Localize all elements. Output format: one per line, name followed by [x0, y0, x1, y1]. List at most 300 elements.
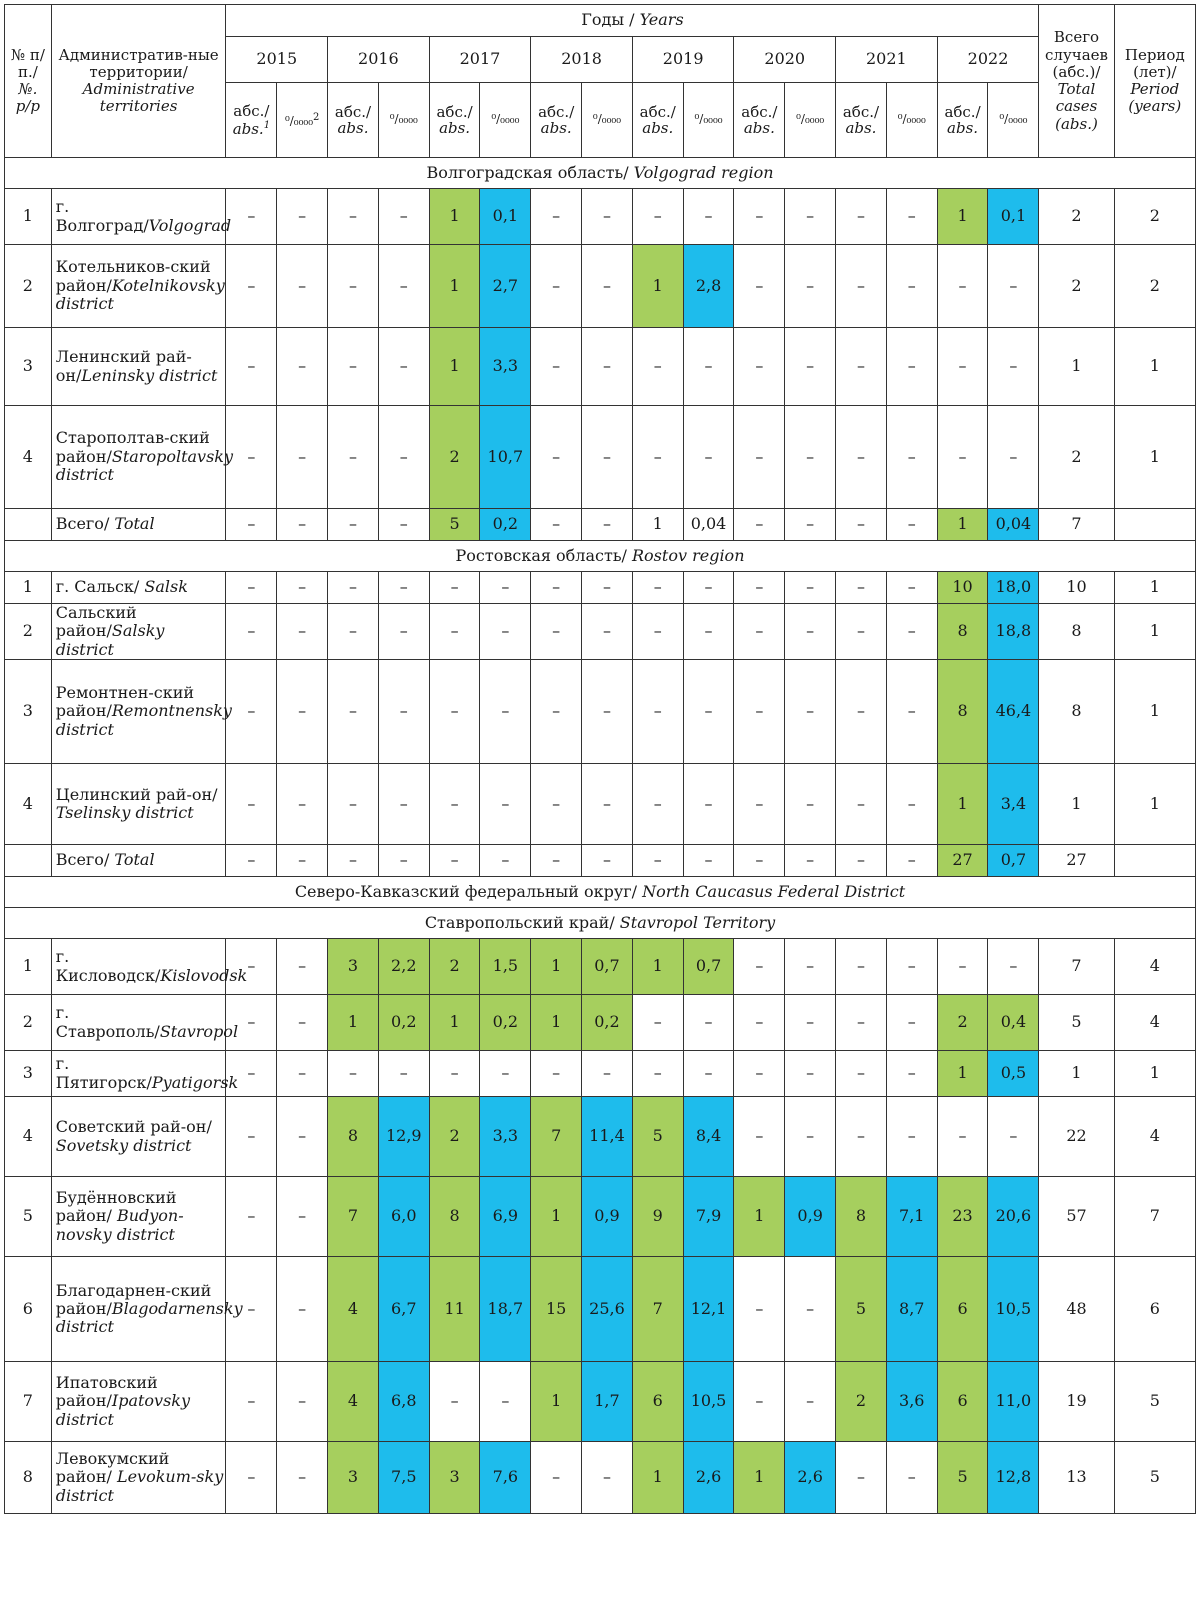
period-cell: 4	[1114, 939, 1195, 995]
total-cases-cell: 19	[1039, 1362, 1114, 1442]
rate-cell-2020: –	[785, 328, 836, 406]
abs-label-ru: абс./	[639, 102, 676, 121]
abs-cell-2015: –	[226, 939, 277, 995]
abs-cell-2022: –	[937, 1097, 988, 1177]
abs-cell-2015: –	[226, 1097, 277, 1177]
rate-cell-2021: 8,7	[886, 1257, 937, 1362]
abs-cell-2017: 5	[429, 509, 480, 541]
abs-cell-2018: –	[531, 189, 582, 245]
rate-cell-2018: –	[582, 189, 633, 245]
permille-header-2022	[988, 83, 1039, 158]
permille-label: ⁰/₀₀₀₀	[284, 113, 314, 128]
year-header-2022: 2022	[937, 37, 1039, 83]
rate-cell-2020: 0,9	[785, 1177, 836, 1257]
rate-cell-2016: 7,5	[378, 1442, 429, 1514]
abs-cell-2017: 11	[429, 1257, 480, 1362]
territory-name-en: Staropoltavsky district	[55, 446, 234, 485]
rate-cell-2022: 0,1	[988, 189, 1039, 245]
rate-cell-2017: 18,7	[480, 1257, 531, 1362]
period-cell: 7	[1114, 1177, 1195, 1257]
abs-cell-2020: –	[734, 509, 785, 541]
permille-header-2017	[480, 83, 531, 158]
row-number: 1	[5, 189, 52, 245]
rate-cell-2020: –	[785, 939, 836, 995]
rate-cell-2016: –	[378, 189, 429, 245]
rate-cell-2019: 7,9	[683, 1177, 734, 1257]
table-row	[5, 509, 1196, 541]
row-number: 4	[5, 406, 52, 509]
abs-cell-2020: –	[734, 995, 785, 1051]
rate-cell-2022: –	[988, 406, 1039, 509]
territory-name	[51, 660, 232, 764]
permille-label: ⁰/₀₀₀₀	[592, 112, 622, 127]
table-row	[5, 845, 1196, 877]
header-total-ru: Всего случаев (абс.)/	[1045, 28, 1108, 81]
permille-label: ⁰/₀₀₀₀	[897, 112, 926, 127]
rate-cell-2021: 7,1	[886, 1177, 937, 1257]
total-cases-cell: 8	[1039, 604, 1114, 660]
rate-cell-2015: –	[277, 572, 328, 604]
abs-cell-2019: –	[632, 406, 683, 509]
section-title-en: Stavropol Territory	[619, 912, 776, 932]
abs-cell-2015: –	[226, 509, 277, 541]
abs-cell-2016: 7	[328, 1177, 379, 1257]
rate-cell-2017: –	[480, 1051, 531, 1097]
total-cases-cell: 13	[1039, 1442, 1114, 1514]
abs-cell-2019: 6	[632, 1362, 683, 1442]
abs-cell-2020: –	[734, 572, 785, 604]
rate-cell-2018: 0,2	[582, 995, 633, 1051]
rate-cell-2021: –	[886, 189, 937, 245]
rate-cell-2021: –	[886, 406, 937, 509]
territory-name	[51, 406, 234, 509]
year-header-2021: 2021	[836, 37, 938, 83]
table-row	[5, 1442, 1196, 1514]
table-row	[5, 1097, 1196, 1177]
abs-cell-2017: –	[429, 1051, 480, 1097]
territory-name-en: Stavropol	[159, 1021, 239, 1041]
territory-name	[51, 1177, 226, 1257]
abs-cell-2018: –	[531, 1051, 582, 1097]
header-years-ru: Годы /	[581, 10, 640, 30]
rate-cell-2021: –	[886, 328, 937, 406]
section-title	[5, 541, 1196, 572]
abs-cell-2022: 6	[937, 1362, 988, 1442]
abs-header-2015	[226, 83, 277, 158]
section-row	[5, 908, 1196, 939]
abs-cell-2019: 1	[632, 245, 683, 328]
territory-name-en: Salsk	[144, 577, 188, 597]
permille-label: ⁰/₀₀₀₀	[694, 112, 723, 127]
abs-cell-2021: –	[836, 660, 887, 764]
rate-cell-2018: 25,6	[582, 1257, 633, 1362]
abs-label-en: abs.	[947, 119, 979, 137]
permille-header-2016	[378, 83, 429, 158]
rate-cell-2017: –	[480, 1362, 531, 1442]
rate-cell-2020: –	[785, 764, 836, 845]
abs-cell-2021: –	[836, 604, 887, 660]
table-row	[5, 1177, 1196, 1257]
territory-name-ru: Старополтав-ский район/	[55, 428, 210, 466]
abs-cell-2020: –	[734, 845, 785, 877]
abs-cell-2018: 7	[531, 1097, 582, 1177]
rate-cell-2020: –	[785, 572, 836, 604]
year-header-2015: 2015	[226, 37, 328, 83]
rate-cell-2017: 10,7	[480, 406, 531, 509]
abs-cell-2018: –	[531, 764, 582, 845]
rate-cell-2017: –	[480, 604, 531, 660]
rate-cell-2021: –	[886, 572, 937, 604]
row-number: 1	[5, 572, 52, 604]
abs-cell-2020: –	[734, 939, 785, 995]
abs-cell-2019: –	[632, 995, 683, 1051]
table-row	[5, 406, 1196, 509]
abs-cell-2015: –	[226, 995, 277, 1051]
header-years-en: Years	[639, 10, 684, 30]
rate-cell-2020: –	[785, 995, 836, 1051]
table-row	[5, 939, 1196, 995]
rate-cell-2022: 0,7	[988, 845, 1039, 877]
rate-cell-2019: 0,04	[683, 509, 734, 541]
territory-name-ru: г. Ставрополь/	[55, 1003, 160, 1041]
abs-cell-2021: –	[836, 189, 887, 245]
abs-cell-2015: –	[226, 406, 277, 509]
total-cases-cell: 22	[1039, 1097, 1114, 1177]
abs-cell-2020: 1	[734, 1177, 785, 1257]
rate-cell-2021: –	[886, 245, 937, 328]
rate-cell-2017: 7,6	[480, 1442, 531, 1514]
total-cases-cell: 57	[1039, 1177, 1114, 1257]
rate-cell-2015: –	[277, 995, 328, 1051]
permille-label: ⁰/₀₀₀₀	[491, 112, 520, 127]
abs-cell-2019: –	[632, 1051, 683, 1097]
territory-name-ru: г. Кисловодск/	[55, 947, 161, 985]
rate-cell-2016: –	[378, 406, 429, 509]
abs-cell-2019: –	[632, 660, 683, 764]
abs-cell-2020: 1	[734, 1442, 785, 1514]
abs-header-2022	[937, 83, 988, 158]
rate-cell-2017: 1,5	[480, 939, 531, 995]
abs-cell-2019: –	[632, 572, 683, 604]
abs-cell-2015: –	[226, 660, 277, 764]
rate-cell-2015: –	[277, 1051, 328, 1097]
rate-cell-2017: 0,2	[480, 995, 531, 1051]
rate-cell-2018: –	[582, 660, 633, 764]
territory-name-ru: Ленинский рай-он/	[55, 347, 192, 385]
territory-name-ru: Советский рай-он/	[55, 1117, 212, 1137]
row-number: 3	[5, 328, 52, 406]
rate-cell-2018: –	[582, 572, 633, 604]
abs-cell-2019: –	[632, 328, 683, 406]
abs-cell-2016: 1	[328, 995, 379, 1051]
territory-name-ru: Всего/	[55, 850, 115, 870]
abs-cell-2021: –	[836, 764, 887, 845]
abs-cell-2021: 2	[836, 1362, 887, 1442]
territory-name	[51, 1097, 226, 1177]
abs-cell-2019: 1	[632, 939, 683, 995]
row-number: 4	[5, 1097, 52, 1177]
table-row	[5, 189, 1196, 245]
rate-cell-2016: 6,7	[378, 1257, 429, 1362]
year-header-2016: 2016	[328, 37, 430, 83]
abs-cell-2018: –	[531, 845, 582, 877]
rate-cell-2017: 0,1	[480, 189, 531, 245]
rate-cell-2021: –	[886, 764, 937, 845]
abs-cell-2015: –	[226, 1442, 277, 1514]
abs-cell-2015: –	[226, 1177, 277, 1257]
rate-cell-2020: –	[785, 509, 836, 541]
rate-cell-2019: –	[683, 328, 734, 406]
rate-cell-2019: 2,6	[683, 1442, 734, 1514]
abs-cell-2018: –	[531, 328, 582, 406]
rate-cell-2020: –	[785, 1257, 836, 1362]
rate-cell-2018: –	[582, 245, 633, 328]
abs-cell-2022: 6	[937, 1257, 988, 1362]
abs-header-2020	[734, 83, 785, 158]
section-row	[5, 877, 1196, 908]
rate-cell-2018: –	[582, 328, 633, 406]
territory-name-en: Budyon-novsky district	[55, 1206, 184, 1244]
rate-cell-2016: –	[378, 604, 429, 660]
header-total	[1039, 5, 1114, 158]
abs-label-ru: абс./	[538, 102, 575, 121]
abs-cell-2021: –	[836, 572, 887, 604]
abs-label-en: abs.	[232, 119, 264, 138]
table-row	[5, 660, 1196, 764]
rate-cell-2022: 46,4	[988, 660, 1039, 764]
rate-cell-2016: 6,8	[378, 1362, 429, 1442]
abs-cell-2015: –	[226, 1362, 277, 1442]
rate-cell-2020: –	[785, 1097, 836, 1177]
total-cases-cell: 27	[1039, 845, 1114, 877]
territory-name-en: Salsky district	[55, 621, 165, 659]
rate-cell-2020: –	[785, 1362, 836, 1442]
rate-cell-2019: –	[683, 572, 734, 604]
abs-cell-2017: 1	[429, 245, 480, 328]
permille-label: ⁰/₀₀₀₀	[796, 112, 825, 127]
abs-cell-2020: –	[734, 604, 785, 660]
abs-cell-2019: –	[632, 604, 683, 660]
rate-cell-2022: –	[988, 939, 1039, 995]
abs-cell-2018: –	[531, 572, 582, 604]
total-cases-cell: 2	[1039, 406, 1114, 509]
abs-cell-2021: –	[836, 939, 887, 995]
abs-cell-2018: 1	[531, 939, 582, 995]
row-number	[5, 509, 52, 541]
rate-cell-2015: –	[277, 1362, 328, 1442]
rate-cell-2022: –	[988, 328, 1039, 406]
year-header-2017: 2017	[429, 37, 531, 83]
row-number: 6	[5, 1257, 52, 1362]
abs-cell-2020: –	[734, 245, 785, 328]
abs-label-en: abs.	[845, 119, 877, 137]
rate-cell-2022: 0,04	[988, 509, 1039, 541]
header-total-en: Total cases (abs.)	[1055, 80, 1098, 133]
abs-header-2017	[429, 83, 480, 158]
rate-cell-2018: –	[582, 1051, 633, 1097]
abs-label-en: abs.	[642, 119, 674, 137]
abs-cell-2018: –	[531, 509, 582, 541]
rate-cell-2020: –	[785, 406, 836, 509]
abs-header-2019	[632, 83, 683, 158]
rate-cell-2021: –	[886, 509, 937, 541]
rate-cell-2021: –	[886, 995, 937, 1051]
rate-cell-2019: 2,8	[683, 245, 734, 328]
abs-header-2018	[531, 83, 582, 158]
abs-label-en: abs.	[337, 119, 369, 137]
row-number: 7	[5, 1362, 52, 1442]
abs-cell-2019: 9	[632, 1177, 683, 1257]
abs-label-ru: абс./	[842, 102, 880, 121]
abs-cell-2022: –	[937, 939, 988, 995]
rate-cell-2018: 11,4	[582, 1097, 633, 1177]
abs-cell-2015: –	[226, 764, 277, 845]
total-cases-cell: 10	[1039, 572, 1114, 604]
rate-cell-2021: –	[886, 1097, 937, 1177]
period-cell	[1114, 845, 1195, 877]
table-row	[5, 604, 1196, 660]
rate-cell-2020: –	[785, 845, 836, 877]
total-cases-cell: 8	[1039, 660, 1114, 764]
abs-cell-2017: 2	[429, 939, 480, 995]
territory-name	[51, 995, 239, 1051]
territory-name-en: Remontnensky district	[55, 701, 232, 739]
abs-cell-2020: –	[734, 328, 785, 406]
abs-cell-2022: 8	[937, 604, 988, 660]
rate-cell-2016: 12,9	[378, 1097, 429, 1177]
abs-cell-2020: –	[734, 1051, 785, 1097]
abs-cell-2022: 2	[937, 995, 988, 1051]
total-cases-cell: 1	[1039, 328, 1114, 406]
header-territory-ru: Административ-ные территории/	[58, 45, 219, 81]
rate-cell-2019: 0,7	[683, 939, 734, 995]
territory-name-ru: г. Волгоград/	[55, 197, 149, 235]
table-row	[5, 995, 1196, 1051]
abs-cell-2022: –	[937, 245, 988, 328]
rate-cell-2016: 2,2	[378, 939, 429, 995]
abs-cell-2018: –	[531, 604, 582, 660]
table-row	[5, 245, 1196, 328]
rate-cell-2021: –	[886, 1442, 937, 1514]
abs-cell-2018: –	[531, 660, 582, 764]
abs-cell-2022: 1	[937, 764, 988, 845]
abs-cell-2015: –	[226, 328, 277, 406]
abs-cell-2022: –	[937, 328, 988, 406]
rate-cell-2021: –	[886, 660, 937, 764]
table-row	[5, 572, 1196, 604]
territory-name-en: Pyatigorsk	[151, 1072, 239, 1092]
cases-table	[4, 4, 1196, 1514]
period-cell: 4	[1114, 1097, 1195, 1177]
abs-cell-2016: –	[328, 189, 379, 245]
abs-cell-2020: –	[734, 406, 785, 509]
header-period-en: Period (years)	[1128, 80, 1182, 116]
header-years	[226, 5, 1039, 37]
abs-cell-2020: –	[734, 1362, 785, 1442]
section-row	[5, 541, 1196, 572]
header-territory	[51, 5, 226, 158]
abs-cell-2019: –	[632, 189, 683, 245]
territory-name-ru: Ипатовский район/	[55, 1373, 158, 1411]
permille-header-2015	[277, 83, 328, 158]
abs-cell-2022: 23	[937, 1177, 988, 1257]
rate-cell-2018: –	[582, 509, 633, 541]
territory-name-en: Total	[114, 514, 155, 534]
rate-cell-2020: –	[785, 245, 836, 328]
rate-cell-2015: –	[277, 604, 328, 660]
territory-name	[51, 604, 226, 660]
territory-name	[51, 189, 232, 245]
abs-label-ru: абс./	[436, 102, 473, 121]
abs-cell-2020: –	[734, 1097, 785, 1177]
total-cases-cell: 1	[1039, 1051, 1114, 1097]
permille-header-2018	[582, 83, 633, 158]
abs-cell-2018: 15	[531, 1257, 582, 1362]
rate-cell-2016: –	[378, 1051, 429, 1097]
rate-cell-2020: 2,6	[785, 1442, 836, 1514]
table-row	[5, 1362, 1196, 1442]
territory-name	[51, 1051, 239, 1097]
period-cell: 1	[1114, 1051, 1195, 1097]
abs-label-ru: абс./	[944, 102, 981, 121]
abs-cell-2017: 8	[429, 1177, 480, 1257]
abs-cell-2022: 10	[937, 572, 988, 604]
abs-cell-2021: –	[836, 995, 887, 1051]
period-cell: 1	[1114, 604, 1195, 660]
abs-cell-2017: 3	[429, 1442, 480, 1514]
rate-cell-2015: –	[277, 1097, 328, 1177]
rate-cell-2019: 8,4	[683, 1097, 734, 1177]
abs-cell-2020: –	[734, 189, 785, 245]
abs-cell-2021: –	[836, 509, 887, 541]
total-cases-cell: 5	[1039, 995, 1114, 1051]
total-cases-cell: 7	[1039, 509, 1114, 541]
territory-name-en: Volgograd	[148, 215, 232, 235]
abs-cell-2017: –	[429, 604, 480, 660]
row-number: 4	[5, 764, 52, 845]
rate-cell-2018: –	[582, 845, 633, 877]
rate-cell-2015: –	[277, 189, 328, 245]
abs-header-2016	[328, 83, 379, 158]
rate-cell-2015: –	[277, 939, 328, 995]
rate-cell-2018: –	[582, 604, 633, 660]
abs-cell-2016: –	[328, 660, 379, 764]
abs-cell-2017: –	[429, 845, 480, 877]
row-number: 5	[5, 1177, 52, 1257]
total-cases-cell: 1	[1039, 764, 1114, 845]
territory-name	[51, 1257, 243, 1362]
row-number: 2	[5, 245, 52, 328]
rate-cell-2019: –	[683, 1051, 734, 1097]
rate-cell-2017: –	[480, 845, 531, 877]
year-header-2018: 2018	[531, 37, 633, 83]
rate-cell-2015: –	[277, 328, 328, 406]
rate-cell-2022: 11,0	[988, 1362, 1039, 1442]
rate-cell-2020: –	[785, 604, 836, 660]
abs-cell-2022: 1	[937, 509, 988, 541]
section-title	[5, 158, 1196, 189]
territory-name-en: Blagodarnensky district	[55, 1298, 243, 1337]
abs-cell-2016: –	[328, 245, 379, 328]
table-row	[5, 764, 1196, 845]
abs-cell-2016: 4	[328, 1362, 379, 1442]
territory-name-ru: Левокумский район/	[55, 1449, 170, 1487]
section-title-ru: Ростовская область/	[455, 545, 632, 565]
row-number	[5, 845, 52, 877]
permille-header-2020	[785, 83, 836, 158]
section-title-ru: Ставропольский край/	[424, 912, 620, 932]
rate-cell-2017: –	[480, 764, 531, 845]
